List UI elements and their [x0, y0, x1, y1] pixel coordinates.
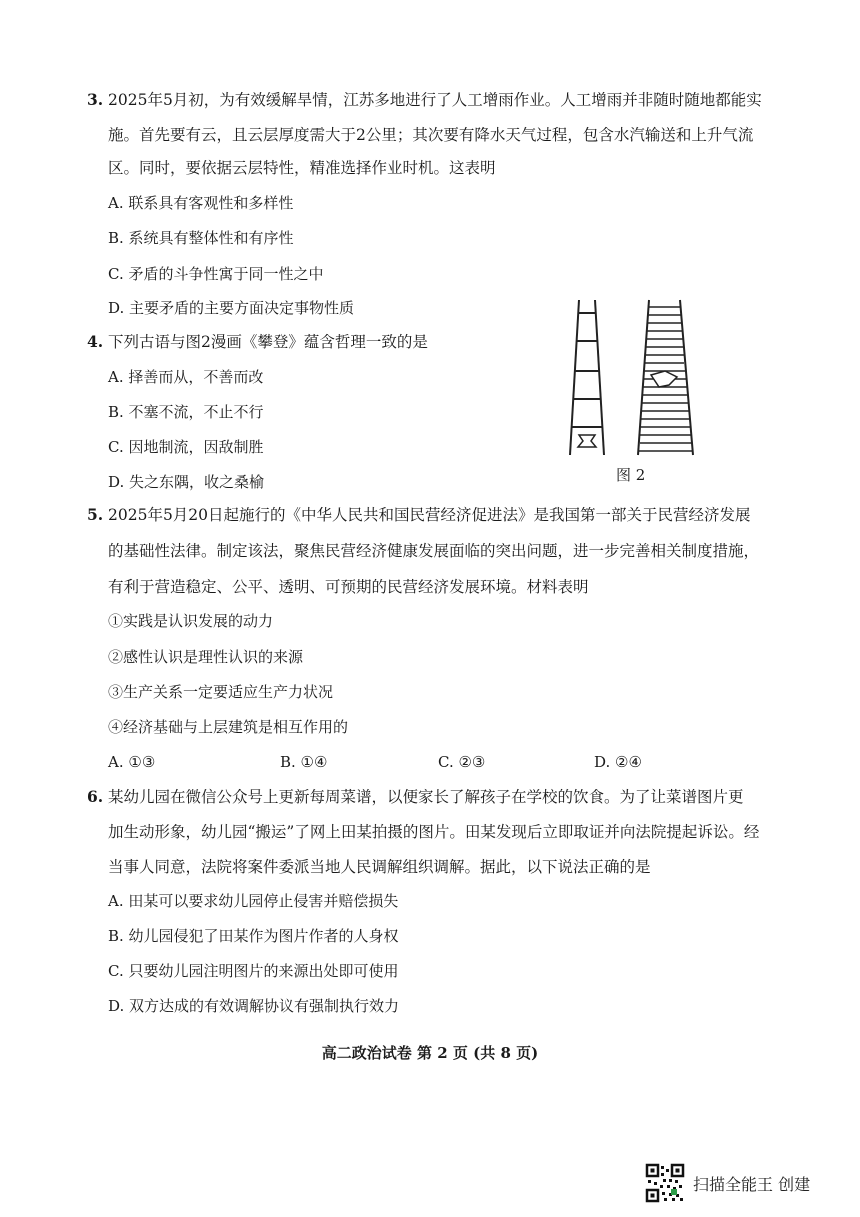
ladder-cartoon-figure — [565, 295, 730, 460]
question-6-option-a: A. 田某可以要求幼儿园停止侵害并赔偿损失 — [108, 892, 399, 910]
question-5-statement-4: ④经济基础与上层建筑是相互作用的 — [108, 718, 349, 736]
question-6-line-3: 当事人同意，法院将案件委派当地人民调解组织调解。据此，以下说法正确的是 — [108, 858, 651, 876]
question-4-number: 4. — [87, 332, 104, 351]
question-5-choice-d: D. ②④ — [594, 753, 642, 771]
question-5-statement-3: ③生产关系一定要适应生产力状况 — [108, 683, 334, 701]
question-5-line-2: 的基础性法律。制定该法，聚焦民营经济健康发展面临的突出问题，进一步完善相关制度措施， — [108, 542, 760, 560]
question-6-number: 6. — [87, 787, 104, 806]
question-3-line-1: 2025年5月初，为有效缓解旱情，江苏多地进行了人工增雨作业。人工增雨并非随时随地都能实 — [108, 91, 762, 109]
question-6-line-1: 某幼儿园在微信公众号上更新每周菜谱，以便家长了解孩子在学校的饮食。为了让菜谱图片更 — [108, 788, 744, 806]
question-5-choice-c: C. ②③ — [438, 753, 486, 771]
question-5-line-3: 有利于营造稳定、公平、透明、可预期的民营经济发展环境。材料表明 — [108, 578, 589, 596]
page-footer: 高二政治试卷 第 2 页 (共 8 页) — [321, 1044, 539, 1062]
qr-code-icon — [645, 1163, 685, 1203]
question-3-line-3: 区。同时，要依据云层特性，精准选择作业时机。这表明 — [108, 159, 496, 177]
question-5-number: 5. — [87, 505, 104, 524]
question-3-option-c: C. 矛盾的斗争性寓于同一性之中 — [108, 265, 324, 283]
question-4-stem: 下列古语与图2漫画《攀登》蕴含哲理一致的是 — [108, 333, 428, 351]
question-5-choice-b: B. ①④ — [280, 753, 328, 771]
question-3-line-2: 施。首先要有云，且云层厚度需大于2公里；其次要有降水天气过程，包含水汽输送和上升气流 — [108, 126, 754, 144]
question-6-line-2: 加生动形象，幼儿园“搬运”了网上田某拍摄的图片。田某发现后立即取证并向法院提起诉讼。经 — [108, 823, 760, 841]
question-6-option-c: C. 只要幼儿园注明图片的来源出处即可使用 — [108, 962, 399, 980]
question-4-option-d: D. 失之东隅，收之桑榆 — [108, 473, 265, 491]
question-4-option-b: B. 不塞不流，不止不行 — [108, 403, 264, 421]
question-6-option-d: D. 双方达成的有效调解协议有强制执行效力 — [108, 997, 400, 1015]
question-3-number: 3. — [87, 90, 104, 109]
question-5-line-1: 2025年5月20日起施行的《中华人民共和国民营经济促进法》是我国第一部关于民营经济发展 — [108, 506, 751, 524]
question-3-option-a: A. 联系具有客观性和多样性 — [108, 194, 294, 212]
scanner-watermark: 扫描全能王 创建 — [693, 1175, 811, 1194]
question-5-choice-a: A. ①③ — [108, 753, 156, 771]
question-4-option-a: A. 择善而从，不善而改 — [108, 368, 264, 386]
question-5-statement-2: ②感性认识是理性认识的来源 — [108, 648, 304, 666]
question-3-option-d: D. 主要矛盾的主要方面决定事物性质 — [108, 299, 355, 317]
question-6-option-b: B. 幼儿园侵犯了田某作为图片作者的人身权 — [108, 927, 399, 945]
question-5-statement-1: ①实践是认识发展的动力 — [108, 612, 274, 630]
question-3-option-b: B. 系统具有整体性和有序性 — [108, 229, 294, 247]
question-4-option-c: C. 因地制流，因敌制胜 — [108, 438, 264, 456]
figure-2-caption: 图 2 — [616, 466, 646, 484]
